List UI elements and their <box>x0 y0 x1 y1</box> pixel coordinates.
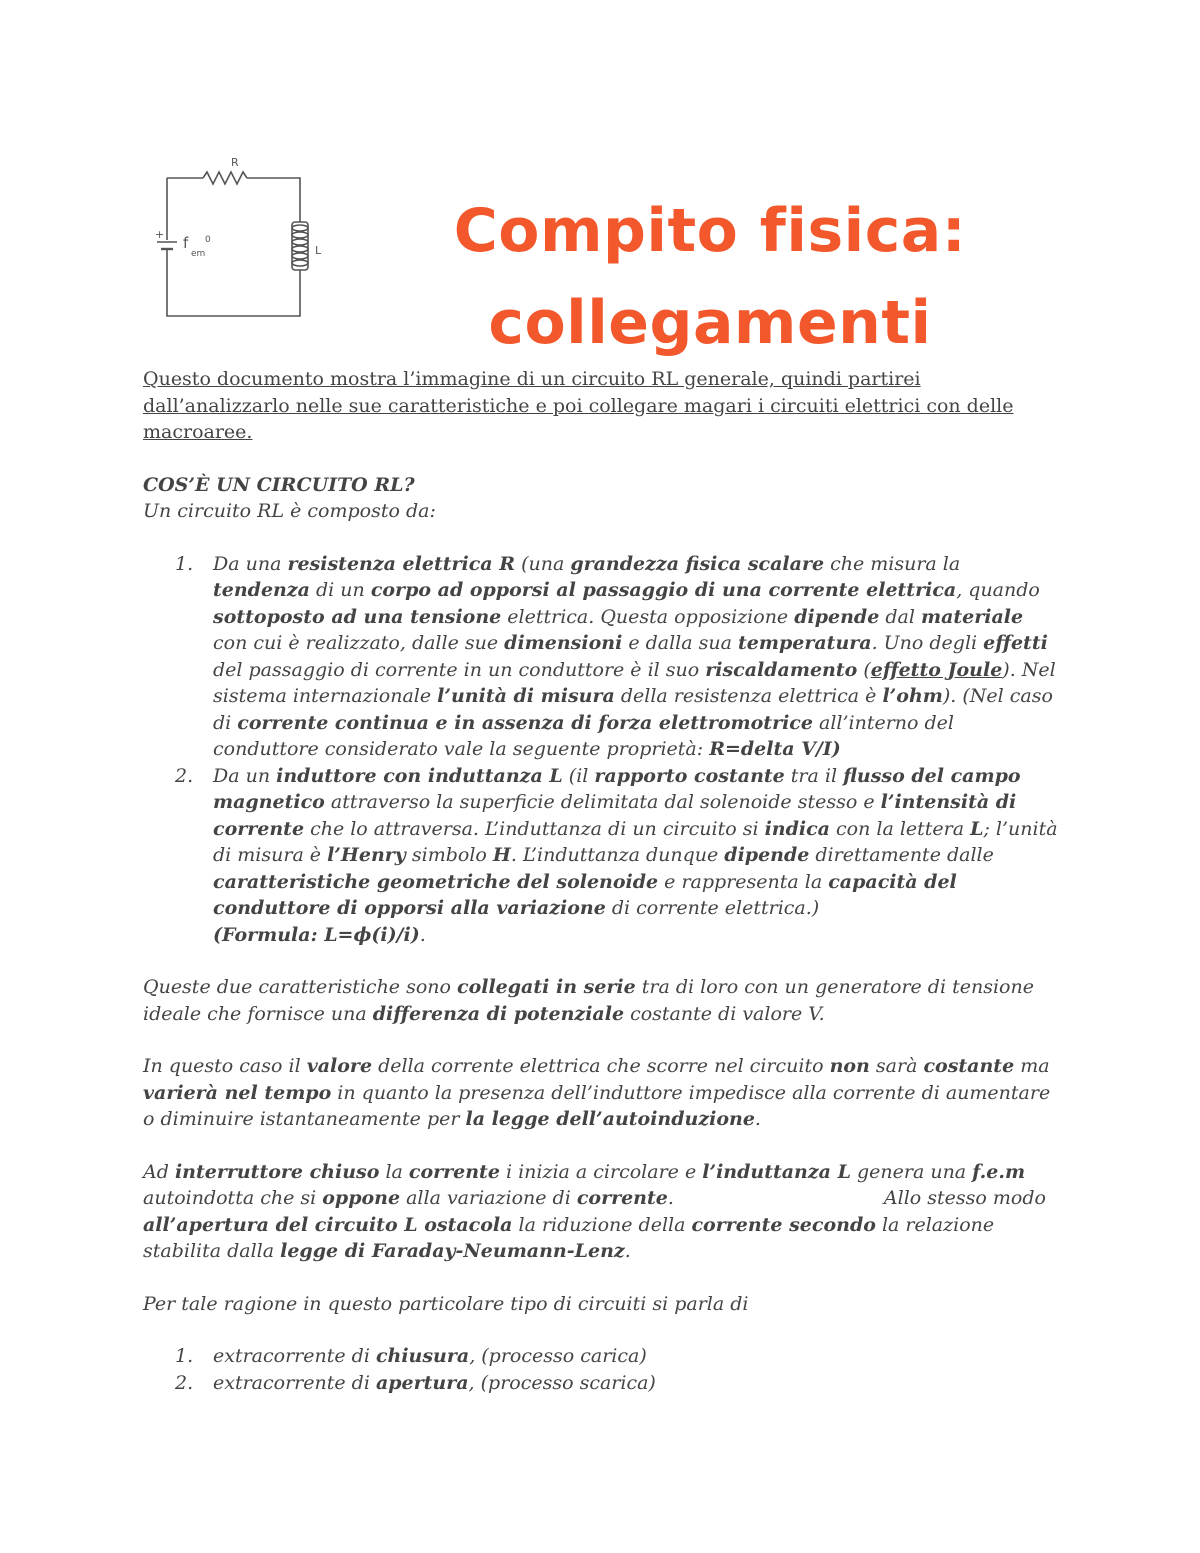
paragraph-series: Queste due caratteristiche sono collegati in serie tra di loro con un generatore di tensione ideale che fornisce una differenza di potenziale costante di valore V. <box>143 976 1034 1025</box>
list-item: 1. extracorrente di chiusura, (processo carica) <box>175 1345 647 1367</box>
list-item: 2. extracorrente di apertura, (processo scarica) <box>175 1371 656 1394</box>
section-heading: COS’È UN CIRCUITO RL? <box>143 473 415 496</box>
paragraph-reason: Per tale ragione in questo particolare tipo di circuiti si parla di <box>143 1292 749 1315</box>
fem-subscript: em <box>191 249 206 259</box>
page-title <box>400 185 1020 369</box>
plus-label: + <box>155 228 165 241</box>
inductor-label: L <box>315 244 322 257</box>
paragraph-switch: Ad interruttore chiuso la corrente i inizia a circolare e l’induttanza L genera una f.e.m autoindotta che si oppone alla variazione di corrente. Allo stesso modo all’apertura del circuito L ostacola la riduzione della corrente secondo la relazione stabilita dalla legge di Faraday-Neumann-Lenz. <box>143 1160 1046 1262</box>
composed-line: Un circuito RL è composto da: <box>143 500 436 522</box>
intro-paragraph: Questo documento mostra l’immagine di un circuito RL generale, quindi partirei dall’analizzarlo nelle sue caratteristiche e poi collegare magari i circuiti elettrici con delle macroaree. <box>143 368 1014 443</box>
fem-superscript: 0 <box>205 235 211 245</box>
extracurrent-list <box>143 1343 1063 1396</box>
components-list <box>143 551 1063 949</box>
resistor-label: R <box>231 156 239 169</box>
list-item-resistance: 1. Da una resistenza elettrica R (una grandezza fisica scalare che misura la tendenza di un corpo ad opporsi al passaggio di una corrente elettrica, quando sottoposto ad una tensione elettrica. Questa opposizione dipende dal materiale con cui è realizzato, dalle sue dimensioni e dalla sua temperatura. Uno degli effetti del passaggio di corrente in un conduttore è il suo riscaldamento (effetto Joule). Nel sistema internazionale l’unità di misura della resistenza elettrica è l’ohm). (Nel caso di corrente continua e in assenza di forza elettromotrice all’interno del conduttore considerato vale la seguente proprietà: R=delta V/I) <box>175 552 1056 760</box>
fem-label: f <box>183 234 189 252</box>
title-line-1: Compito fisica: <box>453 196 967 266</box>
paragraph-current: In questo caso il valore della corrente elettrica che scorre nel circuito non sarà costante ma varierà nel tempo in quanto la presenza dell’induttore impedisce alla corrente di aumentare o diminuire istantaneamente per la legge dell’autoinduzione. <box>143 1055 1051 1130</box>
rl-circuit-diagram <box>145 148 330 328</box>
title-line-2: collegamenti <box>488 288 932 358</box>
document-body <box>143 366 1063 1396</box>
list-item-inductor: 2. Da un induttore con induttanza L (il rapporto costante tra il flusso del campo magnetico attraverso la superficie delimitata dal solenoide stesso e l’intensità di corrente che lo attraversa. L’induttanza di un circuito si indica con la lettera L; l’unità di misura è l’Henry simbolo H. L’induttanza dunque dipende direttamente dalle caratteristiche geometriche del solenoide e rappresenta la capacità del conduttore di opporsi alla variazione di corrente elettrica.) (Formula: L=ϕ(i)/i). <box>175 764 1058 946</box>
